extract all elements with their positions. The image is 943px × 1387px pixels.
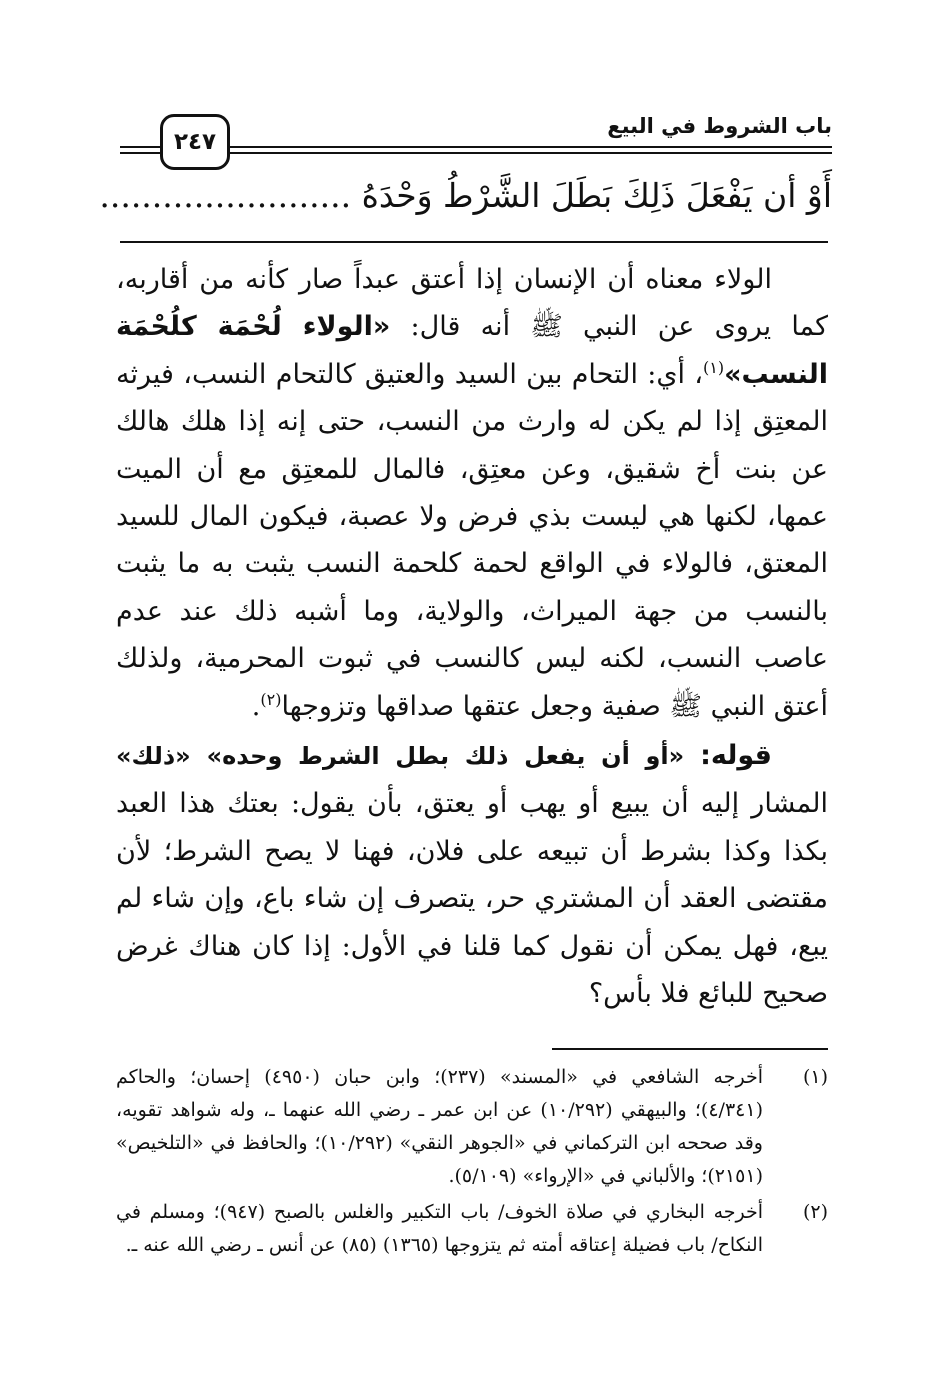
matn-rule: [120, 241, 828, 243]
commentary-paragraph-2: [116, 732, 828, 1017]
paragraph-text: المشار إليه أن يبيع أو يهب أو يعتق، بأن يقول: بعتك هذا العبد بكذا وكذا بشرط أن تبيعه على فلان، فهنا لا يصح الشرط؛ لأن مقتضى العقد أن المشتري حر، يتصرف إن شاء باع، وإن شاء لم يبع، فهل يمكن أن نقول كما قلنا في الأول: إذا كان هناك غرض صحيح للبائع فلا بأس؟: [116, 788, 828, 1010]
page-header: [120, 110, 832, 166]
paragraph-text: ، أي: التحام بين السيد والعتيق كالتحام النسب، فيرثه المعتِق إذا لم يكن له وارث من النسب، حتى إنه إذا هلك هالك عن بنت أخ شقيق، وعن معتِق، فالمال للمعتِق مع أن الميت عمها، لكنها هي ليست بذي فرض ولا عصبة، فيكون المال للسيد المعتق، فالولاء في الواقع لحمة كلحمة النسب يثبت به ما يثبت بالنسب من جهة الميراث، والولاية، وما أشبه ذلك عند عدم عاصب النسب، لكنه ليس كالنسب في ثبوت المحرمية، ولذلك أعتق النبي ﷺ صفية وجعل عتقها صداقها وتزوجها: [116, 358, 828, 722]
page-number: ٢٤٧: [160, 114, 230, 170]
footnote-number: (٢): [802, 1201, 828, 1223]
footnote-separator: [552, 1048, 828, 1050]
footnote-ref: (٢): [260, 689, 282, 709]
qawl-label: قوله:: [700, 740, 772, 771]
matn-citation: «أو أن يفعل ذلك بطل الشرط وحده»: [206, 742, 685, 770]
footnote-text: أخرجه الشافعي في «المسند» (٢٣٧)؛ وابن حبان (٤٩٥٠) إحسان؛ والحاكم (٤/٣٤١)؛ والبيهقي (١٠/٢٩٢) عن ابن عمر ـ رضي الله عنهما ـ، وله شواهد تقويه، وقد صححه ابن التركماني في «الجوهر النقي» (١٠/٢٩٢)؛ والحافظ في «التلخيص» (٢١٥١)؛ والألباني في «الإرواء» (٥/١٠٩).: [116, 1066, 763, 1187]
paragraph-text: الولاء معناه أن الإنسان إذا أعتق عبداً صار كأنه من أقاربه، كما يروى عن النبي ﷺ أنه قال:: [116, 264, 829, 343]
footnote: [116, 1196, 828, 1262]
matn-text: أَوْ أن يَفْعَلَ ذَلِكَ بَطَلَ الشَّرْطُ وَحْدَهُ: [361, 176, 832, 215]
matn-quote-line: [99, 168, 832, 224]
footnote: [116, 1061, 828, 1193]
chapter-title: باب الشروط في البيع: [607, 114, 832, 138]
term-citation: «ذلك»: [116, 742, 191, 770]
paragraph-end: .: [251, 690, 261, 722]
footnote-ref: (١): [702, 357, 725, 377]
footnote-number: (١): [802, 1066, 828, 1088]
footnote-text: أخرجه البخاري في صلاة الخوف/ باب التكبير والغلس بالصبح (٩٤٧)؛ ومسلم في النكاح/ باب فضيلة إعتاقه أمته ثم يتزوجها (١٣٦٥) (٨٥) عن أنس ـ رضي الله عنه ـ.: [116, 1201, 764, 1256]
hadith-quote: «الولاء لُحْمَة كلُحْمَة النسب»: [116, 311, 828, 390]
matn-dots: ........................: [99, 176, 352, 215]
commentary-paragraph-1: [116, 256, 828, 730]
